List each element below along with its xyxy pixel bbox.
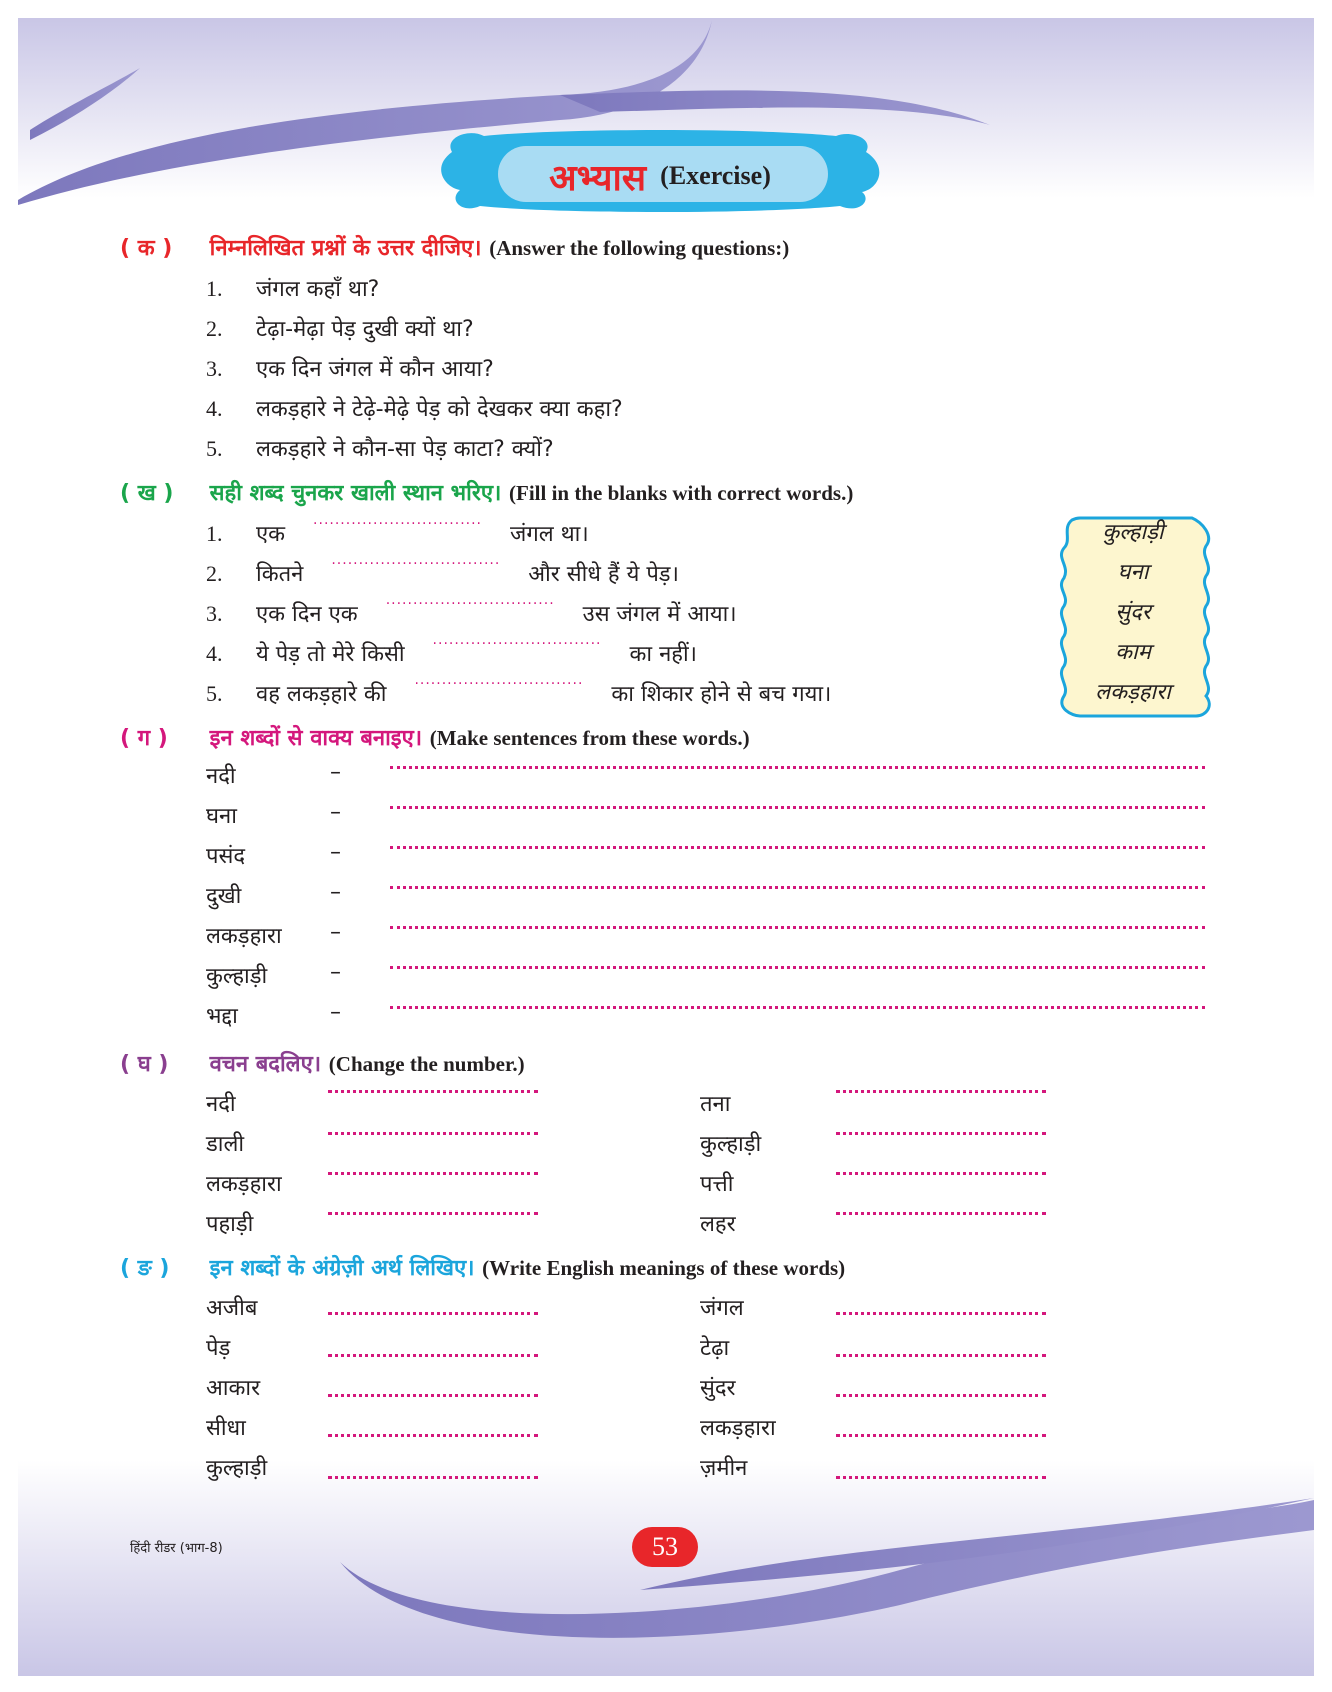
fill-blank-3: 3. एक दिन एक ............................... उस जंगल में आया। — [206, 592, 737, 627]
fill-blank-2: 2. कितने ............................... और सीधे हैं ये पेड़। — [206, 552, 679, 587]
sentence-word-4: दुखी — [206, 884, 242, 909]
section-ka-mark: ( क ) — [120, 236, 173, 261]
question-1: 1. जंगल कहाँ था? — [206, 276, 380, 302]
sentence-word-7: भद्दा — [206, 1004, 238, 1029]
fill-blank-5: 5. वह लकड़हारे की ............................... का शिकार होने से बच गया। — [206, 672, 832, 707]
number-word-left-1: नदी — [206, 1092, 236, 1117]
blank-2[interactable]: ............................... — [331, 552, 501, 568]
meaning-word-right-3: सुंदर — [700, 1376, 736, 1401]
section-ga-heading — [120, 722, 750, 752]
dash: – — [330, 880, 341, 905]
number-word-left-4: पहाड़ी — [206, 1212, 254, 1237]
exercise-title — [450, 140, 870, 212]
dash: – — [330, 960, 341, 985]
dash: – — [330, 920, 341, 945]
blank-3[interactable]: ............................... — [385, 592, 555, 608]
section-ga-title: इन शब्दों से वाक्य बनाइए। — [209, 726, 423, 751]
section-kha-heading — [120, 477, 853, 507]
dash: – — [330, 1000, 341, 1025]
answer-line-3[interactable] — [390, 846, 1205, 849]
answer-line-5[interactable] — [390, 926, 1205, 929]
meaning-word-right-2: टेढ़ा — [700, 1336, 730, 1361]
number-word-right-3: पत्ती — [700, 1172, 734, 1197]
word-box-item: घना — [1117, 560, 1149, 585]
number-word-right-2: कुल्हाड़ी — [700, 1132, 762, 1157]
answer-blank[interactable] — [836, 1476, 1046, 1479]
answer-blank[interactable] — [328, 1090, 538, 1093]
meaning-word-right-5: ज़मीन — [700, 1456, 748, 1481]
meaning-word-left-1: अजीब — [206, 1296, 258, 1321]
number-word-right-1: तना — [700, 1092, 731, 1117]
dash: – — [330, 840, 341, 865]
answer-blank[interactable] — [836, 1312, 1046, 1315]
dash: – — [330, 760, 341, 785]
answer-line-2[interactable] — [390, 806, 1205, 809]
question-3: 3. एक दिन जंगल में कौन आया? — [206, 356, 494, 382]
answer-blank[interactable] — [328, 1132, 538, 1135]
answer-line-7[interactable] — [390, 1006, 1205, 1009]
fill-blank-4: 4. ये पेड़ तो मेरे किसी ............................... का नहीं। — [206, 632, 698, 667]
word-box-item: काम — [1115, 640, 1151, 665]
meaning-word-left-5: कुल्हाड़ी — [206, 1456, 268, 1481]
section-nga-mark: ( ङ ) — [120, 1256, 170, 1281]
word-box-item: कुल्हाड़ी — [1102, 520, 1164, 545]
sentence-word-3: पसंद — [206, 844, 246, 869]
number-word-right-4: लहर — [700, 1212, 736, 1237]
word-box-item: लकड़हारा — [1095, 680, 1171, 705]
section-ka-title: निम्नलिखित प्रश्नों के उत्तर दीजिए। — [209, 236, 482, 261]
blank-4[interactable]: ............................... — [432, 632, 602, 648]
section-nga-heading — [120, 1252, 845, 1282]
section-gha-english: (Change the number.) — [328, 1052, 525, 1076]
section-ga-mark: ( ग ) — [120, 726, 168, 751]
book-title-footer: हिंदी रीडर (भाग-8) — [130, 1541, 223, 1556]
answer-line-4[interactable] — [390, 886, 1205, 889]
title-hindi: अभ्यास — [549, 157, 647, 199]
meaning-word-right-1: जंगल — [700, 1296, 744, 1321]
section-kha-mark: ( ख ) — [120, 481, 174, 506]
meaning-word-right-4: लकड़हारा — [700, 1416, 776, 1441]
answer-blank[interactable] — [328, 1312, 538, 1315]
sentence-word-1: नदी — [206, 764, 236, 789]
section-nga-title: इन शब्दों के अंग्रेज़ी अर्थ लिखिए। — [209, 1256, 475, 1281]
answer-blank[interactable] — [836, 1090, 1046, 1093]
answer-blank[interactable] — [836, 1132, 1046, 1135]
page-number: 53 — [632, 1527, 698, 1567]
question-4: 4. लकड़हारे ने टेढ़े-मेढ़े पेड़ को देखकर क्या कहा? — [206, 396, 623, 422]
section-nga-english: (Write English meanings of these words) — [482, 1256, 846, 1280]
answer-line-6[interactable] — [390, 966, 1205, 969]
section-kha-title: सही शब्द चुनकर खाली स्थान भरिए। — [209, 481, 502, 506]
answer-blank[interactable] — [836, 1354, 1046, 1357]
sentence-word-6: कुल्हाड़ी — [206, 964, 268, 989]
number-word-left-3: लकड़हारा — [206, 1172, 282, 1197]
section-gha-title: वचन बदलिए। — [209, 1052, 322, 1077]
answer-blank[interactable] — [328, 1434, 538, 1437]
question-5: 5. लकड़हारे ने कौन-सा पेड़ काटा? क्यों? — [206, 436, 554, 462]
section-gha-mark: ( घ ) — [120, 1052, 169, 1077]
blank-1[interactable]: ............................... — [313, 512, 483, 528]
section-ga-english: (Make sentences from these words.) — [429, 726, 750, 750]
answer-blank[interactable] — [836, 1212, 1046, 1215]
word-box-item: सुंदर — [1115, 600, 1151, 625]
meaning-word-left-2: पेड़ — [206, 1336, 231, 1361]
section-ka-heading — [120, 232, 789, 262]
answer-line-1[interactable] — [390, 766, 1205, 769]
answer-blank[interactable] — [836, 1394, 1046, 1397]
title-english: (Exercise) — [660, 161, 771, 190]
sentence-word-2: घना — [206, 804, 237, 829]
dash: – — [330, 800, 341, 825]
answer-blank[interactable] — [836, 1172, 1046, 1175]
fill-blank-1: 1. एक ............................... जंगल था। — [206, 512, 589, 547]
answer-blank[interactable] — [328, 1212, 538, 1215]
meaning-word-left-4: सीधा — [206, 1416, 246, 1441]
answer-blank[interactable] — [328, 1476, 538, 1479]
sentence-word-5: लकड़हारा — [206, 924, 282, 949]
section-ka-english: (Answer the following questions:) — [489, 236, 790, 260]
meaning-word-left-3: आकार — [206, 1376, 261, 1401]
answer-blank[interactable] — [328, 1354, 538, 1357]
section-kha-english: (Fill in the blanks with correct words.) — [509, 481, 854, 505]
answer-blank[interactable] — [836, 1434, 1046, 1437]
question-2: 2. टेढ़ा-मेढ़ा पेड़ दुखी क्यों था? — [206, 316, 474, 342]
number-word-left-2: डाली — [206, 1132, 245, 1157]
answer-blank[interactable] — [328, 1394, 538, 1397]
section-gha-heading — [120, 1048, 525, 1078]
blank-5[interactable]: ............................... — [414, 672, 584, 688]
word-box — [1058, 512, 1208, 712]
answer-blank[interactable] — [328, 1172, 538, 1175]
